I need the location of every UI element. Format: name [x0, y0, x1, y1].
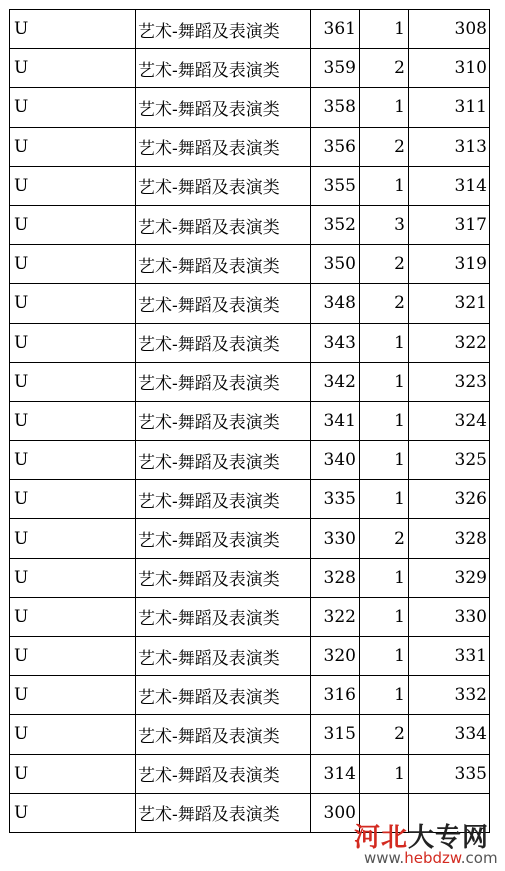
count-cell: 1 [360, 755, 409, 793]
cumulative-cell: 331 [409, 637, 490, 675]
score-table [9, 9, 490, 833]
category-code-cell: U [10, 402, 136, 440]
category-code-cell: U [10, 755, 136, 793]
subject-cell: 艺术-舞蹈及表演类 [136, 49, 311, 87]
score-cell: 300 [311, 794, 360, 832]
score-cell: 341 [311, 402, 360, 440]
subject-cell: 艺术-舞蹈及表演类 [136, 245, 311, 283]
category-code-cell: U [10, 10, 136, 48]
cumulative-cell: 328 [409, 519, 490, 557]
category-code-cell: U [10, 88, 136, 126]
table-row [10, 755, 490, 794]
category-code-cell: U [10, 676, 136, 714]
category-code-cell: U [10, 245, 136, 283]
score-cell: 335 [311, 480, 360, 518]
count-cell: 1 [360, 363, 409, 401]
score-cell: 355 [311, 167, 360, 205]
category-code-cell: U [10, 598, 136, 636]
cumulative-cell: 319 [409, 245, 490, 283]
subject-cell: 艺术-舞蹈及表演类 [136, 519, 311, 557]
category-code-cell: U [10, 128, 136, 166]
score-cell: 314 [311, 755, 360, 793]
count-cell: 1 [360, 167, 409, 205]
watermark-brand-b: 大专网 [408, 823, 490, 853]
count-cell: 2 [360, 284, 409, 322]
count-cell: 1 [360, 324, 409, 362]
category-code-cell: U [10, 284, 136, 322]
watermark-brand-a: 河北 [354, 823, 409, 853]
category-code-cell: U [10, 324, 136, 362]
cumulative-cell: 313 [409, 128, 490, 166]
score-cell: 361 [311, 10, 360, 48]
category-code-cell: U [10, 519, 136, 557]
subject-cell: 艺术-舞蹈及表演类 [136, 206, 311, 244]
watermark-url-b: hebdzw [404, 849, 461, 867]
score-cell: 359 [311, 49, 360, 87]
subject-cell: 艺术-舞蹈及表演类 [136, 598, 311, 636]
category-code-cell: U [10, 715, 136, 753]
score-cell: 343 [311, 324, 360, 362]
cumulative-cell: 335 [409, 755, 490, 793]
table-row [10, 49, 490, 88]
cumulative-cell: 314 [409, 167, 490, 205]
cumulative-cell: 324 [409, 402, 490, 440]
subject-cell: 艺术-舞蹈及表演类 [136, 128, 311, 166]
watermark-url-a: www. [364, 849, 405, 867]
score-cell: 328 [311, 559, 360, 597]
subject-cell: 艺术-舞蹈及表演类 [136, 441, 311, 479]
category-code-cell: U [10, 441, 136, 479]
category-code-cell: U [10, 206, 136, 244]
site-watermark [354, 817, 499, 867]
score-cell: 322 [311, 598, 360, 636]
count-cell: 2 [360, 519, 409, 557]
subject-cell: 艺术-舞蹈及表演类 [136, 324, 311, 362]
count-cell: 1 [360, 480, 409, 518]
cumulative-cell: 330 [409, 598, 490, 636]
subject-cell: 艺术-舞蹈及表演类 [136, 559, 311, 597]
count-cell: 1 [360, 10, 409, 48]
cumulative-cell: 322 [409, 324, 490, 362]
cumulative-cell: 323 [409, 363, 490, 401]
count-cell: 1 [360, 441, 409, 479]
cumulative-cell: 310 [409, 49, 490, 87]
table-row [10, 637, 490, 676]
table-row [10, 324, 490, 363]
subject-cell: 艺术-舞蹈及表演类 [136, 284, 311, 322]
watermark-url [364, 849, 498, 867]
score-cell: 352 [311, 206, 360, 244]
table-row [10, 402, 490, 441]
table-row [10, 10, 490, 49]
count-cell: 2 [360, 715, 409, 753]
category-code-cell: U [10, 480, 136, 518]
table-row [10, 715, 490, 754]
count-cell: 3 [360, 206, 409, 244]
score-cell: 348 [311, 284, 360, 322]
subject-cell: 艺术-舞蹈及表演类 [136, 715, 311, 753]
subject-cell: 艺术-舞蹈及表演类 [136, 167, 311, 205]
subject-cell: 艺术-舞蹈及表演类 [136, 794, 311, 832]
score-cell: 340 [311, 441, 360, 479]
category-code-cell: U [10, 794, 136, 832]
table-row [10, 441, 490, 480]
table-row [10, 167, 490, 206]
score-cell: 316 [311, 676, 360, 714]
cumulative-cell: 332 [409, 676, 490, 714]
table-row [10, 128, 490, 167]
cumulative-cell: 334 [409, 715, 490, 753]
table-row [10, 88, 490, 127]
cumulative-cell: 329 [409, 559, 490, 597]
table-row [10, 676, 490, 715]
score-cell: 350 [311, 245, 360, 283]
subject-cell: 艺术-舞蹈及表演类 [136, 755, 311, 793]
subject-cell: 艺术-舞蹈及表演类 [136, 480, 311, 518]
subject-cell: 艺术-舞蹈及表演类 [136, 402, 311, 440]
cumulative-cell: 321 [409, 284, 490, 322]
count-cell: 2 [360, 128, 409, 166]
count-cell: 2 [360, 245, 409, 283]
cumulative-cell: 326 [409, 480, 490, 518]
table-row [10, 480, 490, 519]
subject-cell: 艺术-舞蹈及表演类 [136, 676, 311, 714]
cumulative-cell: 308 [409, 10, 490, 48]
table-row [10, 363, 490, 402]
category-code-cell: U [10, 49, 136, 87]
category-code-cell: U [10, 559, 136, 597]
count-cell: 1 [360, 559, 409, 597]
score-cell: 342 [311, 363, 360, 401]
score-cell: 330 [311, 519, 360, 557]
cumulative-cell: 311 [409, 88, 490, 126]
subject-cell: 艺术-舞蹈及表演类 [136, 363, 311, 401]
table-row [10, 284, 490, 323]
subject-cell: 艺术-舞蹈及表演类 [136, 10, 311, 48]
score-cell: 320 [311, 637, 360, 675]
category-code-cell: U [10, 637, 136, 675]
table-row [10, 245, 490, 284]
cumulative-cell: 317 [409, 206, 490, 244]
table-row [10, 598, 490, 637]
cumulative-cell: 325 [409, 441, 490, 479]
count-cell: 1 [360, 676, 409, 714]
score-cell: 358 [311, 88, 360, 126]
count-cell: 1 [360, 598, 409, 636]
table-row [10, 519, 490, 558]
table-row [10, 559, 490, 598]
count-cell: 1 [360, 88, 409, 126]
subject-cell: 艺术-舞蹈及表演类 [136, 88, 311, 126]
category-code-cell: U [10, 363, 136, 401]
score-cell: 315 [311, 715, 360, 753]
count-cell: 2 [360, 49, 409, 87]
count-cell: 1 [360, 637, 409, 675]
subject-cell: 艺术-舞蹈及表演类 [136, 637, 311, 675]
table-row [10, 206, 490, 245]
count-cell: 1 [360, 402, 409, 440]
score-cell: 356 [311, 128, 360, 166]
category-code-cell: U [10, 167, 136, 205]
watermark-url-c: .com [460, 849, 498, 867]
